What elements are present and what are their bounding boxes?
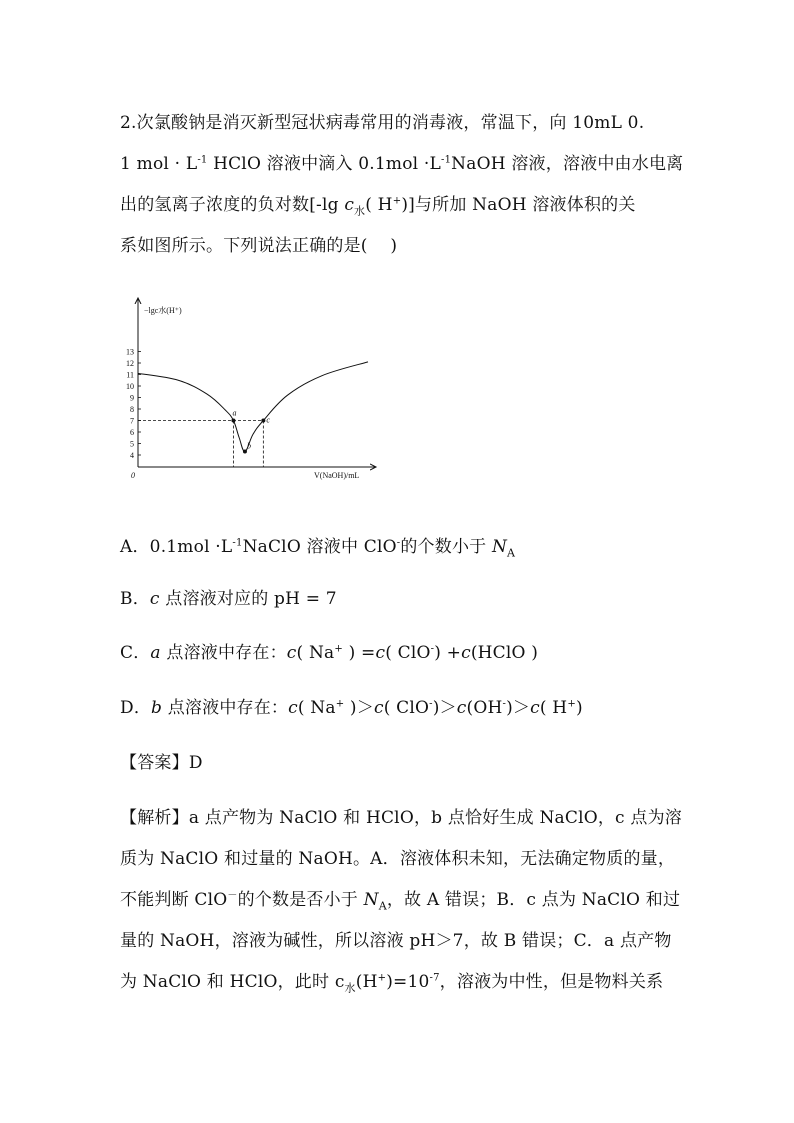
question-line-2 (120, 149, 683, 174)
option-a (120, 532, 516, 560)
italic-symbol: N (363, 890, 379, 910)
analysis-text: )=10 (386, 972, 430, 992)
y-tick-label: 7 (130, 416, 134, 426)
question-text: )]与所加 NaOH 溶液体积的关 (401, 195, 636, 215)
superscript: -1 (232, 537, 243, 549)
italic-symbol: c (373, 698, 384, 718)
option-text: 点溶液对应的 pH = 7 (159, 589, 337, 609)
superscript: - (429, 698, 433, 710)
option-text: ( Na (296, 643, 335, 663)
x-axis-label: V(NaOH)/mL (314, 471, 360, 480)
question-text: 系如图所示。下列说法正确的是( ) (120, 236, 398, 256)
question-line-1 (120, 108, 644, 133)
option-text: )＞ (506, 698, 531, 718)
superscript: -7 (429, 972, 440, 984)
y-tick-label: 12 (126, 359, 134, 368)
option-text: A．0.1mol ·L (120, 537, 233, 557)
superscript: + (334, 643, 343, 655)
titration-graph (114, 292, 384, 487)
question-line-4 (120, 231, 397, 256)
option-text: ( Na (297, 698, 336, 718)
italic-symbol: c (530, 698, 540, 718)
y-tick-label: 4 (130, 451, 134, 460)
option-text: )＞ (344, 698, 374, 718)
analysis-text: ，故 A 错误；B．c 点为 NaClO 和过 (386, 890, 681, 910)
point-c (261, 419, 265, 423)
y-tick-label: 8 (130, 405, 134, 414)
analysis-text: 量的 NaOH，溶液为碱性，所以溶液 pH＞7，故 B 错误；C．a 点产物 (120, 931, 672, 951)
answer-value: D (188, 753, 203, 773)
superscript: - (396, 537, 401, 549)
answer-label: 【答案】 (120, 753, 189, 773)
y-axis-label: −lgc水(H⁺) (144, 306, 182, 315)
analysis-line-3 (120, 885, 681, 913)
question-number: 2. (120, 113, 137, 133)
option-text: ) = (342, 643, 376, 663)
option-text: ) (575, 698, 583, 718)
point-label-a: a (232, 408, 237, 418)
option-text: D． (120, 698, 152, 718)
point-label-c: c (266, 415, 270, 425)
question-text: 1 mol · L (120, 154, 198, 174)
option-text: ( ClO (383, 698, 430, 718)
option-text: ) + (434, 643, 462, 663)
italic-symbol: a (150, 643, 161, 663)
option-c (120, 638, 538, 663)
titration-curve (138, 362, 368, 452)
option-text: 点溶液中存在： (162, 698, 289, 718)
question-line-3 (120, 190, 636, 218)
option-text: B． (120, 589, 150, 609)
analysis-text: 的个数是否小于 (237, 890, 364, 910)
analysis-line-2 (120, 844, 675, 869)
analysis-text: (H (355, 972, 378, 992)
superscript: + (392, 195, 402, 207)
question-text: ( H (365, 195, 393, 215)
subscript: A (378, 899, 387, 913)
analysis-text: a 点产物为 NaClO 和 HClO，b 点恰好生成 NaClO，c 点为溶 (188, 808, 682, 828)
question-text-1: 次氯酸钠是消灭新型冠状病毒常用的消毒液，常温下，向 10mL 0. (136, 113, 645, 133)
superscript: - (430, 643, 435, 655)
option-d (120, 693, 583, 718)
option-text: (OH (466, 698, 503, 718)
option-text: 的个数小于 (400, 537, 492, 557)
italic-symbol: c (461, 643, 471, 663)
analysis-text: ，溶液为中性，但是物料关系 (439, 972, 664, 992)
superscript: + (335, 698, 345, 710)
italic-symbol: c (288, 698, 298, 718)
subscript: A (507, 546, 516, 560)
analysis-line-4 (120, 926, 672, 951)
italic-symbol: N (491, 537, 508, 557)
italic-symbol: c (375, 643, 386, 663)
origin-label: 0 (131, 471, 135, 480)
y-tick-label: 5 (130, 439, 134, 449)
italic-symbol: b (151, 698, 163, 718)
y-tick-label: 6 (130, 428, 134, 437)
point-label-b: b (246, 441, 251, 451)
italic-symbol: c (286, 643, 297, 663)
y-tick-label: 13 (126, 347, 134, 357)
option-text: C． (120, 643, 151, 663)
superscript: － (227, 890, 238, 902)
superscript: + (377, 972, 387, 984)
question-text: 出的氢离子浓度的负对数[-lg (120, 195, 345, 215)
option-text: 点溶液中存在： (160, 643, 287, 663)
subscript: 水 (344, 981, 356, 995)
question-text: NaOH 溶液，溶液中由水电离 (451, 154, 684, 174)
option-text: ( H (539, 698, 568, 718)
option-text: ( ClO (385, 643, 431, 663)
answer-line (120, 748, 203, 773)
superscript: + (567, 698, 576, 710)
analysis-text: 为 NaClO 和 HClO，此时 c (120, 972, 345, 992)
point-a (231, 419, 235, 423)
italic-symbol: c (344, 195, 355, 215)
analysis-text: 不能判断 ClO (120, 890, 228, 910)
option-text: )＞ (432, 698, 457, 718)
superscript: -1 (441, 154, 452, 166)
y-tick-label: 11 (126, 370, 134, 380)
subscript: 水 (354, 204, 366, 218)
italic-symbol: c (149, 589, 160, 609)
analysis-line-5 (120, 967, 664, 995)
analysis-label: 【解析】 (120, 808, 189, 828)
option-text: (HClO ) (470, 643, 539, 663)
superscript: -1 (197, 154, 208, 166)
option-text: NaClO 溶液中 ClO (242, 537, 397, 557)
option-b (120, 584, 337, 609)
superscript: - (502, 698, 507, 710)
question-text: HClO 溶液中滴入 0.1mol ·L (207, 154, 442, 174)
analysis-text: 质为 NaClO 和过量的 NaOH。A．溶液体积未知，无法确定物质的量， (120, 849, 676, 869)
y-tick-label: 10 (126, 382, 134, 391)
y-tick-label: 9 (130, 393, 134, 403)
guide-lines (138, 421, 263, 468)
y-ticks (126, 348, 141, 461)
italic-symbol: c (456, 698, 467, 718)
analysis-line-1 (120, 803, 682, 828)
